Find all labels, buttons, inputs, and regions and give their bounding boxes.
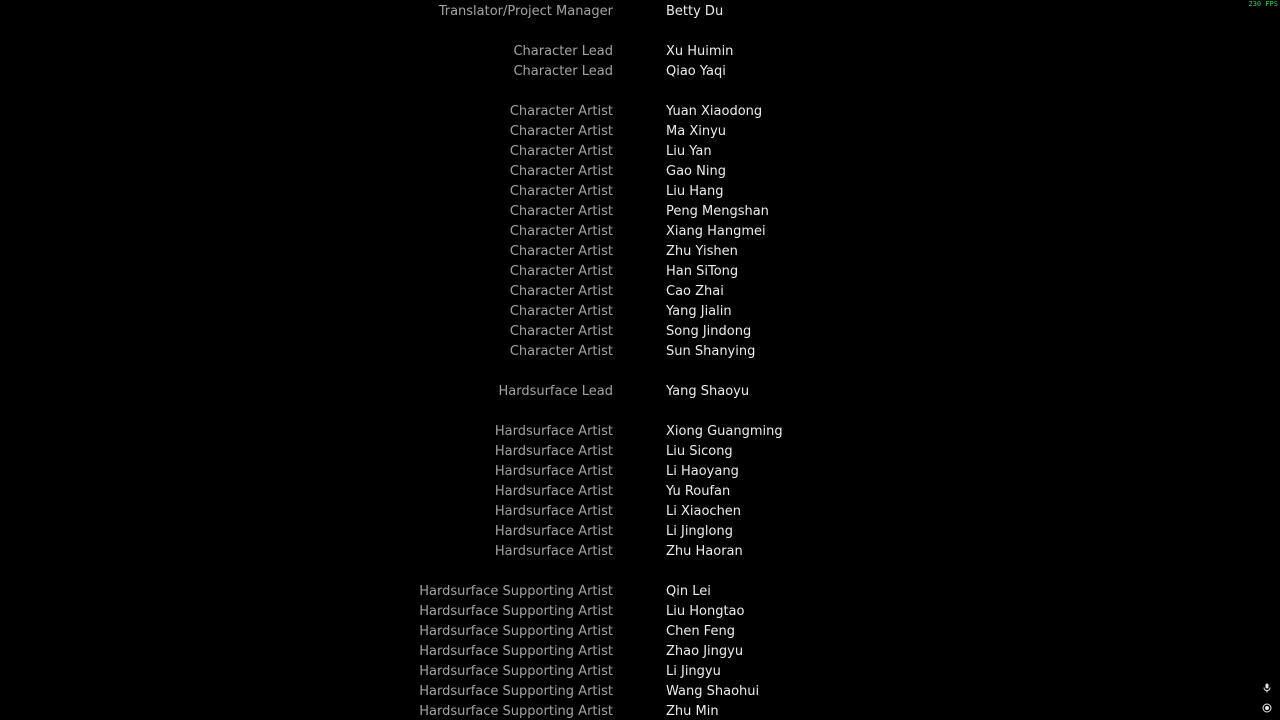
credits-spacer [0,402,1280,422]
credit-row [0,502,1280,522]
credit-name: Zhu Yishen [666,244,738,259]
credit-name: Li Haoyang [666,464,739,479]
credit-name: Cao Zhai [666,284,724,299]
credit-role: Hardsurface Artist [494,444,613,459]
credit-row [0,342,1280,362]
credit-role: Character Artist [509,224,613,239]
credit-name: Yang Shaoyu [666,384,750,399]
credit-row [0,142,1280,162]
credit-role: Character Artist [509,244,613,259]
credit-role: Character Artist [509,204,613,219]
credit-row [0,122,1280,142]
credit-role: Character Artist [509,304,613,319]
credit-row [0,202,1280,222]
credit-row [0,62,1280,82]
credit-role: Hardsurface Supporting Artist [419,644,613,659]
credit-row [0,462,1280,482]
credit-name: Liu Hongtao [666,604,745,619]
credit-role: Hardsurface Artist [494,484,613,499]
credit-row [0,682,1280,702]
credit-row [0,302,1280,322]
credit-row [0,622,1280,642]
credit-row [0,102,1280,122]
credit-role: Hardsurface Artist [494,544,613,559]
credit-name: Chen Feng [666,624,735,639]
microphone-icon [1262,683,1272,693]
credit-name: Ma Xinyu [666,124,727,139]
credit-name: Li Jingyu [666,664,721,679]
credit-name: Xiong Guangming [666,424,783,439]
credit-role: Character Artist [509,144,613,159]
credit-row [0,282,1280,302]
credit-row [0,662,1280,682]
credit-name: Yu Roufan [666,484,731,499]
credit-row [0,322,1280,342]
credit-role: Character Artist [509,264,613,279]
credit-role: Translator/Project Manager [438,4,613,19]
credit-row [0,702,1280,720]
credit-role: Hardsurface Artist [494,524,613,539]
credits-spacer [0,22,1280,42]
credit-role: Hardsurface Lead [498,384,613,399]
credits-spacer [0,362,1280,382]
credit-role: Hardsurface Supporting Artist [419,624,613,639]
credit-name: Peng Mengshan [666,204,769,219]
credit-name: Yang Jialin [666,304,732,319]
credit-role: Character Artist [509,284,613,299]
credit-row [0,42,1280,62]
credit-role: Hardsurface Supporting Artist [419,584,613,599]
credit-name: Li Xiaochen [666,504,742,519]
credit-role: Character Artist [509,104,613,119]
credit-role: Character Artist [509,164,613,179]
credit-name: Qin Lei [666,584,711,599]
fps-counter: 230 FPS [1248,0,1278,8]
credit-role: Character Artist [509,344,613,359]
record-icon [1262,703,1272,713]
credit-row [0,262,1280,282]
credit-name: Gao Ning [666,164,726,179]
credit-role: Hardsurface Supporting Artist [419,704,613,719]
credit-row [0,382,1280,402]
credit-role: Character Lead [513,44,613,59]
credits-spacer [0,562,1280,582]
credit-role: Hardsurface Supporting Artist [419,664,613,679]
credit-name: Zhu Haoran [666,544,743,559]
credit-name: Zhao Jingyu [666,644,744,659]
credit-name: Li Jinglong [666,524,733,539]
credit-row [0,582,1280,602]
credit-row [0,602,1280,622]
credit-row [0,422,1280,442]
credit-role: Character Artist [509,124,613,139]
credit-name: Liu Yan [666,144,712,159]
credit-name: Liu Hang [666,184,724,199]
credit-name: Qiao Yaqi [666,64,726,79]
credit-role: Hardsurface Supporting Artist [419,604,613,619]
credit-name: Liu Sicong [666,444,733,459]
credit-row [0,182,1280,202]
credit-role: Hardsurface Artist [494,464,613,479]
credit-role: Hardsurface Artist [494,424,613,439]
credit-row [0,642,1280,662]
credits-spacer [0,82,1280,102]
credit-row [0,482,1280,502]
credit-name: Sun Shanying [666,344,756,359]
credit-role: Hardsurface Artist [494,504,613,519]
credit-name: Xu Huimin [666,44,734,59]
credit-name: Betty Du [666,4,724,19]
credit-row [0,522,1280,542]
credit-role: Hardsurface Supporting Artist [419,684,613,699]
credit-row [0,442,1280,462]
credit-role: Character Artist [509,324,613,339]
credit-name: Xiang Hangmei [666,224,766,239]
credit-name: Wang Shaohui [666,684,760,699]
credit-name: Han SiTong [666,264,739,279]
credit-row [0,222,1280,242]
credit-row [0,162,1280,182]
credit-role: Character Artist [509,184,613,199]
credit-name: Song Jindong [666,324,752,339]
credit-row [0,2,1280,22]
credit-row [0,242,1280,262]
credit-row [0,542,1280,562]
credit-name: Zhu Min [666,704,719,719]
credit-name: Yuan Xiaodong [666,104,763,119]
credit-role: Character Lead [513,64,613,79]
